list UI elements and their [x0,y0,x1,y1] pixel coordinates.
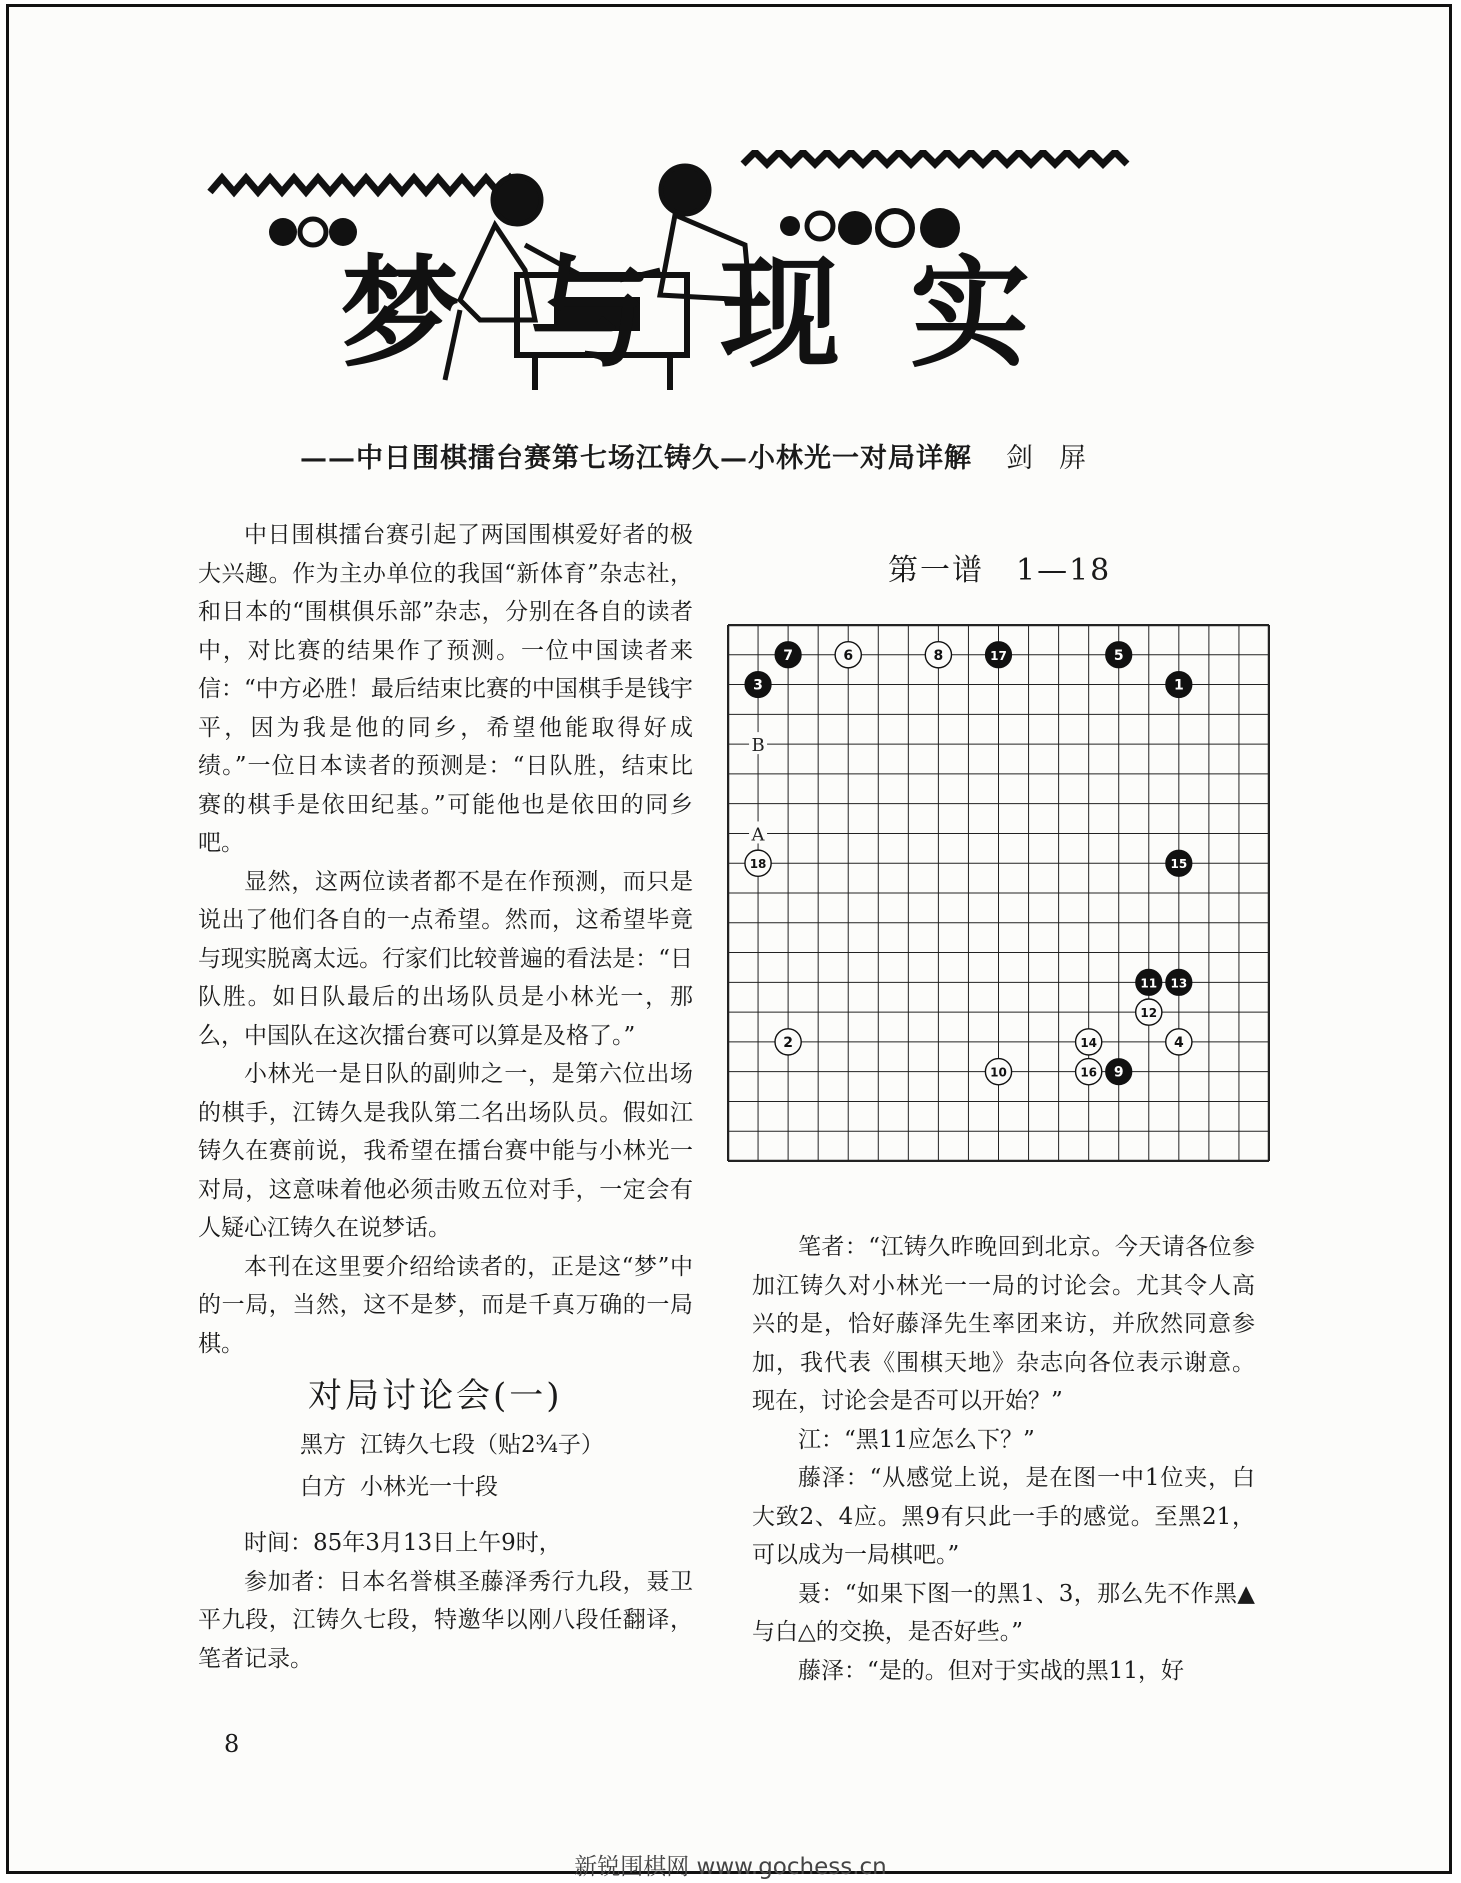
zigzag-left [210,178,522,192]
stone-number-16: 16 [1080,1065,1098,1080]
stone-number-11: 11 [1140,976,1158,991]
white-player: 小林光一十段 [360,1474,498,1500]
stone-number-14: 14 [1080,1035,1098,1050]
stone-number-3: 3 [753,677,763,694]
subtitle-text: ——中日围棋擂台赛第七场江铸久—小林光一对局详解 [300,443,972,474]
players-block [300,1424,618,1508]
black-player: 江铸久七段（贴2¾子） [360,1432,604,1458]
right-column [752,1228,1255,1690]
go-board [727,624,1270,1162]
stone-number-17: 17 [990,648,1007,663]
title-banner [205,150,1235,410]
paragraph: 笔者：“江铸久昨晚回到北京。今天请各位参加江铸久对小林光一一局的讨论会。尤其令人高兴的是，恰好藤泽先生率团来访，并欣然同意参加，我代表《围棋天地》杂志向各位表示谢意。现在，讨论会是否可以开始？” [752,1234,1255,1414]
stone-number-5: 5 [1113,647,1124,664]
stone-number-13: 13 [1170,976,1188,991]
page-number: 8 [224,1730,240,1758]
paragraph: 藤泽：“从感觉上说，是在图一中1位夹，白大致2、4应。黑9有只此一手的感觉。至黑21，可以成为一局棋吧。” [752,1465,1255,1568]
paragraph: 江：“黑11应怎么下？” [798,1426,1035,1453]
zigzag-right [743,152,1127,164]
stone-number-2: 2 [783,1034,793,1051]
paragraph: 中日围棋擂台赛引起了两国围棋爱好者的极大兴趣。作为主办单位的我国“新体育”杂志社，和日本的“围棋俱乐部”杂志，分别在各自的读者中，对比赛的结果作了预测。一位中国读者来信：“中方必胜！最后结束比赛的中国棋手是钱宇平，因为我是他的同乡，希望他能取得好成绩。”一位日本读者的预测是：“日队胜，结束比赛的棋手是依田纪基。”可能他也是依田的同乡吧。 [198,522,693,856]
footer-watermark: 新锐围棋网 www.gochess.cn [574,1854,887,1880]
paragraph: 聂：“如果下图一的黑1、3，那么先不作黑▲与白△的交换，是否好些。” [752,1580,1255,1645]
meeting-meta [198,1524,693,1678]
article-subtitle [300,436,1112,475]
white-label: 白方 [300,1474,346,1500]
go-board-diagram [727,624,1270,1162]
left-column [198,516,693,1363]
paragraph: 本刊在这里要介绍给读者的，正是这“梦”中的一局，当然，这不是梦，而是千真万确的一局棋。 [198,1253,693,1357]
stone-number-18: 18 [749,857,767,872]
stone-number-1: 1 [1173,677,1184,694]
diagram-title: 第一谱 1—18 [888,553,1112,588]
banner-title-text: 梦与现实 [340,245,1100,384]
stone-number-6: 6 [843,647,854,664]
paragraph: 显然，这两位读者都不是在作预测，而只是说出了他们各自的一点希望。然而，这希望毕竟与现实脱离太远。行家们比较普遍的看法是：“日队胜。如日队最后的出场队员是小林光一，那么，中国队在这次擂台赛可以算是及格了。” [198,868,693,1049]
author-name: 剑屏 [1006,443,1112,474]
stone-number-10: 10 [990,1065,1007,1080]
paragraph: 小林光一是日队的副帅之一，是第六位出场的棋手，江铸久是我队第二名出场队员。假如江铸久在赛前说，我希望在擂台赛中能与小林光一对局，这意味着他必须击败五位对手，一定会有人疑心江铸久在说梦话。 [198,1061,693,1241]
stone-number-15: 15 [1170,857,1188,872]
stone-number-12: 12 [1140,1006,1158,1021]
paragraph: 藤泽：“是的。但对于实战的黑11，好 [798,1657,1185,1684]
meeting-time: 时间：85年3月13日上午9时， [244,1530,562,1556]
board-mark-a: A [751,824,765,846]
meeting-participants: 参加者：日本名誉棋圣藤泽秀行九段，聂卫平九段，江铸久七段，特邀华以刚八段任翻译，笔者记录。 [198,1568,693,1672]
stone-number-8: 8 [933,647,944,664]
black-label: 黑方 [300,1432,346,1458]
board-mark-b: B [751,735,765,757]
stone-number-4: 4 [1173,1034,1184,1051]
section-title: 对局讨论会(一) [308,1376,563,1416]
stone-number-9: 9 [1113,1064,1124,1081]
stone-number-7: 7 [783,647,793,664]
